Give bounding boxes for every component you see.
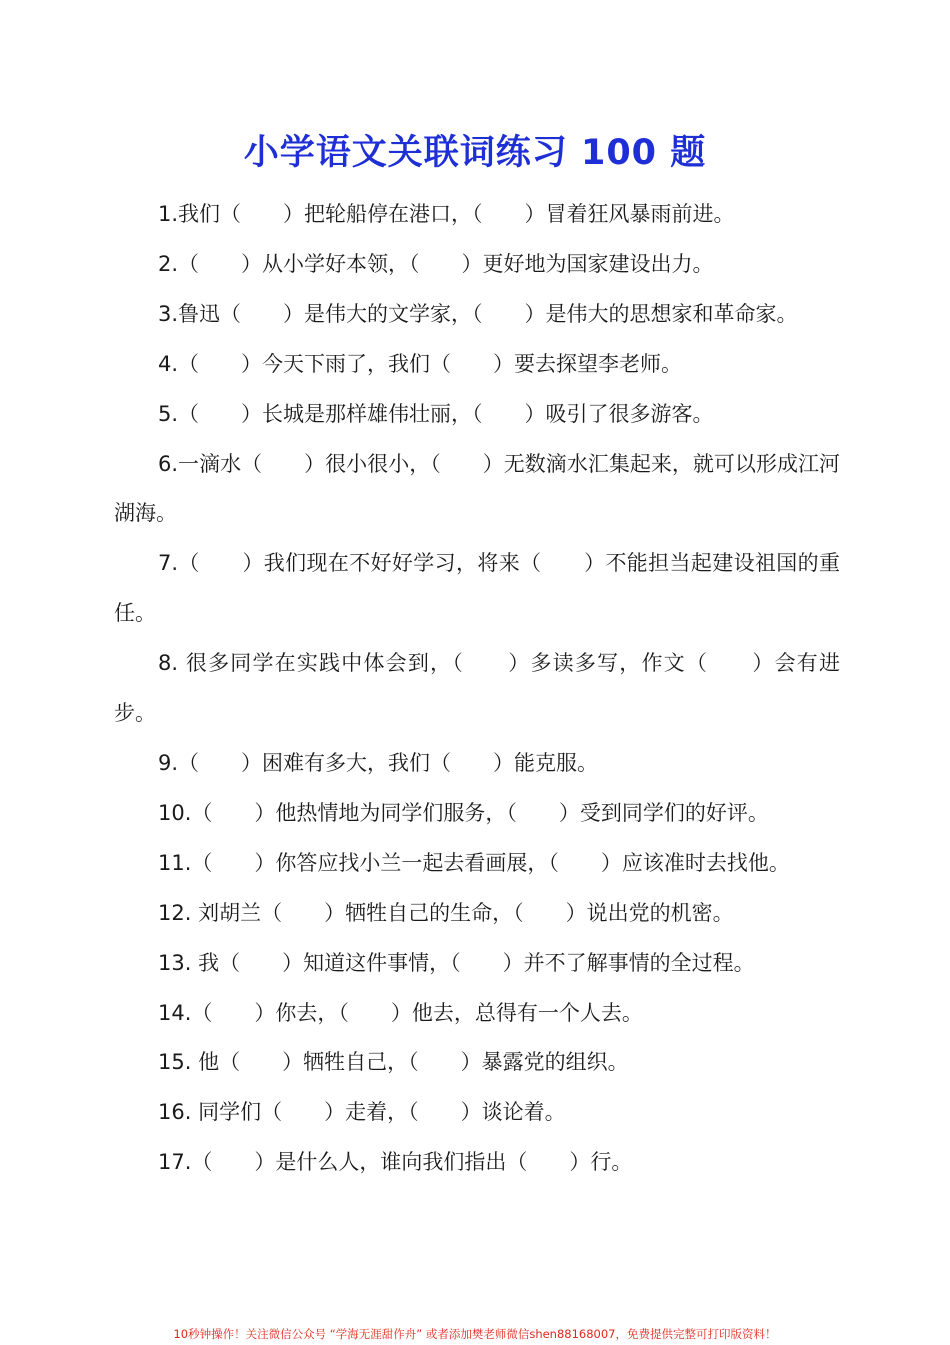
question-item: 16. 同学们（ ）走着，（ ）谈论着。 (158, 1100, 566, 1125)
question-item: 1.我们（ ）把轮船停在港口，（ ）冒着狂风暴雨前进。 (158, 202, 735, 226)
question-item: 13. 我（ ）知道这件事情，（ ）并不了解事情的全过程。 (158, 950, 755, 975)
question-item: 14.（ ）你去，（ ）他去，总得有一个人去。 (158, 1000, 643, 1025)
footer-notice: 10秒钟操作！关注微信公众号 “学海无涯甜作舟” 或者添加樊老师微信shen88168007，免费提供完整可打印版资料！ (173, 1327, 777, 1341)
question-item: 6.一滴水（ ）很小很小，（ ）无数滴水汇集起来，就可以形成江河湖海。 (114, 451, 840, 526)
question-item: 4.（ ）今天下雨了，我们（ ）要去探望李老师。 (158, 351, 683, 376)
question-item: 10.（ ）他热情地为同学们服务，（ ）受到同学们的好评。 (158, 800, 769, 825)
question-list (114, 190, 840, 1188)
question-item: 5.（ ）长城是那样雄伟壮丽，（ ）吸引了很多游客。 (158, 401, 714, 426)
question-item: 11.（ ）你答应找小兰一起去看画展，（ ）应该准时去找他。 (158, 850, 790, 875)
page-title: 小学语文关联词练习 100 题 (243, 133, 707, 173)
question-item: 2.（ ）从小学好本领，（ ）更好地为国家建设出力。 (158, 251, 714, 276)
question-item: 8. 很多同学在实践中体会到，（ ）多读多写，作文（ ）会有进步。 (114, 651, 840, 726)
question-item: 17.（ ）是什么人，谁向我们指出（ ）行。 (158, 1150, 633, 1175)
question-item: 12. 刘胡兰（ ）牺牲自己的生命，（ ）说出党的机密。 (158, 900, 734, 925)
question-item: 7.（ ）我们现在不好好学习，将来（ ）不能担当起建设祖国的重任。 (114, 551, 840, 626)
question-item: 3.鲁迅（ ）是伟大的文学家，（ ）是伟大的思想家和革命家。 (158, 301, 798, 326)
question-item: 9.（ ）困难有多大，我们（ ）能克服。 (158, 750, 599, 775)
question-item: 15. 他（ ）牺牲自己，（ ）暴露党的组织。 (158, 1050, 629, 1075)
